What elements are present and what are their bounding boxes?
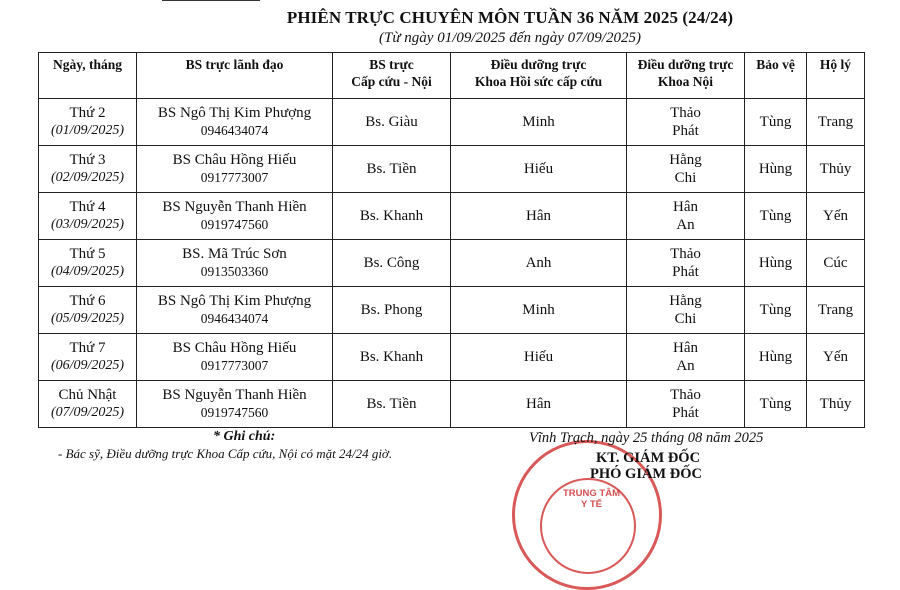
cell-er-doctor: Bs. Khanh bbox=[333, 334, 451, 381]
cell-aide: Yến bbox=[807, 334, 865, 381]
cell-icu-nurse: Hiếu bbox=[451, 146, 627, 193]
leader-name: BS. Mã Trúc Sơn bbox=[182, 246, 287, 262]
notes-title: * Ghi chú: bbox=[213, 429, 276, 444]
notes-text: - Bác sỹ, Điều dưỡng trực Khoa Cấp cứu, Nội có mặt 24/24 giờ. bbox=[58, 446, 393, 461]
cell-icu-nurse: Anh bbox=[451, 240, 627, 287]
table-row bbox=[39, 287, 865, 334]
day-name: Thứ 2 bbox=[69, 105, 106, 121]
cell-date bbox=[39, 193, 137, 240]
cell-date bbox=[39, 146, 137, 193]
signature-title-line2: PHÓ GIÁM ĐỐC bbox=[590, 466, 702, 482]
col-header-leader: BS trực lãnh đạo bbox=[137, 53, 333, 99]
cell-er-doctor: Bs. Phong bbox=[333, 287, 451, 334]
leader-phone: 0919747560 bbox=[200, 217, 269, 232]
leader-phone: 0919747560 bbox=[200, 405, 269, 420]
official-stamp-text: TRUNG TÂM Y TẾ bbox=[563, 488, 620, 510]
day-date: (04/09/2025) bbox=[50, 264, 125, 279]
cell-leader bbox=[137, 334, 333, 381]
leader-phone: 0946434074 bbox=[200, 123, 269, 138]
cell-icu-nurse: Minh bbox=[451, 287, 627, 334]
cell-leader bbox=[137, 240, 333, 287]
cell-security: Tùng bbox=[745, 99, 807, 146]
cell-er-doctor: Bs. Tiền bbox=[333, 146, 451, 193]
internal-nurse-2: Chi bbox=[674, 170, 697, 186]
cell-er-doctor: Bs. Khanh bbox=[333, 193, 451, 240]
col-header-internal-nurse: Điều dưỡng trực Khoa Nội bbox=[627, 53, 745, 99]
internal-nurse-2: Phát bbox=[672, 264, 699, 280]
leader-phone: 0913503360 bbox=[200, 264, 269, 279]
cell-aide: Cúc bbox=[807, 240, 865, 287]
cell-icu-nurse: Hân bbox=[451, 381, 627, 428]
col-header-aide: Hộ lý bbox=[807, 53, 865, 99]
duty-roster-table bbox=[38, 52, 865, 428]
cell-security: Tùng bbox=[745, 193, 807, 240]
cell-date bbox=[39, 381, 137, 428]
leader-name: BS Nguyễn Thanh Hiền bbox=[162, 387, 307, 403]
cell-aide: Yến bbox=[807, 193, 865, 240]
day-date: (07/09/2025) bbox=[50, 405, 125, 420]
cell-icu-nurse: Minh bbox=[451, 99, 627, 146]
internal-nurse-2: Chi bbox=[674, 311, 697, 327]
day-name: Thứ 3 bbox=[69, 152, 106, 168]
col-header-er-doctor: BS trực Cấp cứu - Nội bbox=[333, 53, 451, 99]
signature-title-line1: KT. GIÁM ĐỐC bbox=[596, 450, 701, 466]
day-date: (03/09/2025) bbox=[50, 217, 125, 232]
cell-date bbox=[39, 287, 137, 334]
day-name: Thứ 6 bbox=[69, 293, 106, 309]
leader-phone: 0917773007 bbox=[200, 358, 269, 373]
internal-nurse-1: Thảo bbox=[670, 246, 701, 262]
cell-er-doctor: Bs. Tiền bbox=[333, 381, 451, 428]
cell-icu-nurse: Hân bbox=[451, 193, 627, 240]
table-row bbox=[39, 146, 865, 193]
cell-security: Hùng bbox=[745, 146, 807, 193]
cell-leader bbox=[137, 99, 333, 146]
internal-nurse-2: An bbox=[676, 358, 695, 374]
leader-name: BS Ngô Thị Kim Phượng bbox=[157, 105, 312, 121]
cell-leader bbox=[137, 381, 333, 428]
cell-er-doctor: Bs. Công bbox=[333, 240, 451, 287]
cell-leader bbox=[137, 146, 333, 193]
internal-nurse-1: Thảo bbox=[670, 387, 701, 403]
cell-aide: Thủy bbox=[807, 381, 865, 428]
leader-name: BS Ngô Thị Kim Phượng bbox=[157, 293, 312, 309]
cell-leader bbox=[137, 193, 333, 240]
internal-nurse-1: Hằng bbox=[669, 152, 702, 168]
cell-aide: Trang bbox=[807, 287, 865, 334]
day-date: (01/09/2025) bbox=[50, 123, 125, 138]
header-rule bbox=[162, 0, 260, 1]
internal-nurse-1: Hân bbox=[673, 340, 698, 356]
day-date: (06/09/2025) bbox=[50, 358, 125, 373]
cell-aide: Thủy bbox=[807, 146, 865, 193]
cell-internal-nurse bbox=[627, 240, 745, 287]
day-name: Thứ 5 bbox=[69, 246, 106, 262]
leader-phone: 0946434074 bbox=[200, 311, 269, 326]
cell-internal-nurse bbox=[627, 381, 745, 428]
cell-aide: Trang bbox=[807, 99, 865, 146]
table-row bbox=[39, 193, 865, 240]
table-header-row bbox=[39, 53, 865, 99]
cell-security: Tùng bbox=[745, 287, 807, 334]
internal-nurse-1: Hân bbox=[673, 199, 698, 215]
table-row bbox=[39, 334, 865, 381]
cell-internal-nurse bbox=[627, 99, 745, 146]
col-header-date: Ngày, tháng bbox=[39, 53, 137, 99]
cell-internal-nurse bbox=[627, 287, 745, 334]
signature-place-date: Vĩnh Trạch, ngày 25 tháng 08 năm 2025 bbox=[529, 430, 764, 446]
day-name: Thứ 4 bbox=[69, 199, 106, 215]
page-subtitle: (Từ ngày 01/09/2025 đến ngày 07/09/2025) bbox=[379, 30, 641, 46]
day-name: Thứ 7 bbox=[69, 340, 106, 356]
cell-leader bbox=[137, 287, 333, 334]
internal-nurse-2: An bbox=[676, 217, 695, 233]
table-row bbox=[39, 381, 865, 428]
internal-nurse-2: Phát bbox=[672, 405, 699, 421]
cell-date bbox=[39, 240, 137, 287]
table-row bbox=[39, 99, 865, 146]
leader-phone: 0917773007 bbox=[200, 170, 269, 185]
cell-internal-nurse bbox=[627, 193, 745, 240]
col-header-icu-nurse: Điều dưỡng trực Khoa Hồi sức cấp cứu bbox=[451, 53, 627, 99]
cell-security: Hùng bbox=[745, 240, 807, 287]
cell-date bbox=[39, 334, 137, 381]
day-date: (05/09/2025) bbox=[50, 311, 125, 326]
internal-nurse-1: Thảo bbox=[670, 105, 701, 121]
leader-name: BS Nguyễn Thanh Hiền bbox=[162, 199, 307, 215]
cell-er-doctor: Bs. Giàu bbox=[333, 99, 451, 146]
col-header-security: Bảo vệ bbox=[745, 53, 807, 99]
table-row bbox=[39, 240, 865, 287]
day-date: (02/09/2025) bbox=[50, 170, 125, 185]
cell-date bbox=[39, 99, 137, 146]
leader-name: BS Châu Hồng Hiếu bbox=[172, 152, 297, 168]
internal-nurse-2: Phát bbox=[672, 123, 699, 139]
day-name: Chủ Nhật bbox=[58, 387, 117, 403]
leader-name: BS Châu Hồng Hiếu bbox=[172, 340, 297, 356]
cell-internal-nurse bbox=[627, 146, 745, 193]
page-title: PHIÊN TRỰC CHUYÊN MÔN TUẦN 36 NĂM 2025 (24/24) bbox=[286, 8, 734, 27]
cell-icu-nurse: Hiếu bbox=[451, 334, 627, 381]
internal-nurse-1: Hằng bbox=[669, 293, 702, 309]
cell-internal-nurse bbox=[627, 334, 745, 381]
cell-security: Tùng bbox=[745, 381, 807, 428]
cell-security: Hùng bbox=[745, 334, 807, 381]
